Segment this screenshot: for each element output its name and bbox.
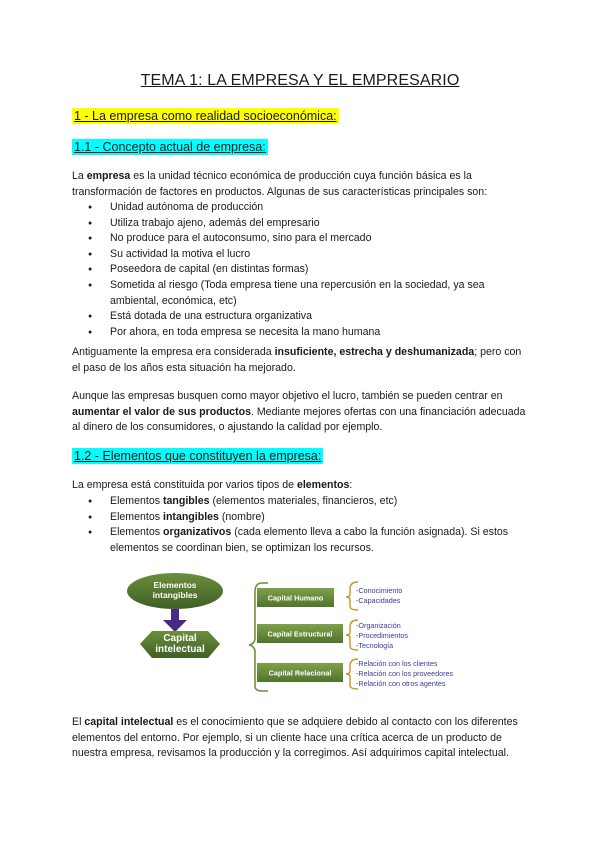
arrow-head-icon (163, 620, 187, 632)
humano-item: -Conocimiento (356, 586, 403, 595)
relacional-item: -Relación con los clientes (356, 659, 438, 668)
list-item: ● No produce para el autoconsumo, sino para el mercado (72, 231, 532, 247)
list-item: ● Elementos tangibles (elementos materiales, financieros, etc) (72, 494, 532, 510)
center-node-line2: intelectual (155, 644, 205, 655)
section-1-heading: 1 - La empresa como realidad socioeconómica: (74, 109, 337, 123)
list-item: ● Poseedora de capital (en distintas formas) (72, 262, 532, 278)
section-1-2-heading: 1.2 - Elementos que constituyen la empresa: (74, 449, 322, 463)
estructural-item: -Procedimientos (356, 631, 408, 640)
list-item: ● Sometida al riesgo (Toda empresa tiene una repercusión en la sociedad, ya sea ambiental, económica, etc) (72, 278, 532, 309)
arrow-shaft (171, 609, 179, 621)
closing-paragraph: El capital intelectual es el conocimiento que se adquiere debido al contacto con los diferentes elementos del entorno. Por ejemplo, si un cliente hace una crítica acerca de un producto de nuestra empresa, revisamos la producción y la corregimos. Así adquirimos capital intelectual. (72, 716, 518, 760)
elements-list (72, 494, 532, 556)
top-node-line1: Elementos (153, 580, 197, 590)
capital-estructural-label: Capital Estructural (267, 629, 333, 639)
list-item: ● Está dotada de una estructura organizativa (72, 309, 532, 325)
estructural-item: -Organización (356, 621, 401, 630)
list-item: ● Por ahora, en toda empresa se necesita la mano humana (72, 325, 532, 341)
list-item: ● Unidad autónoma de producción (72, 200, 532, 216)
characteristics-list (72, 200, 532, 340)
capital-humano-label: Capital Humano (267, 593, 324, 603)
capital-intelectual-diagram (120, 570, 490, 695)
list-item: ● Elementos intangibles (nombre) (72, 510, 532, 526)
relacional-item: -Relación con los proveedores (356, 669, 454, 678)
page-title: TEMA 1: LA EMPRESA Y EL EMPRESARIO (140, 72, 460, 89)
relacional-item: -Relación con otros agentes (356, 679, 446, 688)
center-node-line1: Capital (163, 633, 197, 644)
list-item: ● Elementos organizativos (cada elemento lleva a cabo la función asignada). Si estos elementos se coordinan bien, se optimizan los recursos. (72, 525, 532, 556)
top-node-line2: intangibles (152, 590, 198, 600)
capital-relacional-label: Capital Relacional (268, 668, 332, 678)
history-paragraph: Antiguamente la empresa era considerada insuficiente, estrecha y deshumanizada; pero con el paso de los años esta situación ha mejorado. (72, 346, 522, 374)
list-item: ● Su actividad la motiva el lucro (72, 247, 532, 263)
value-paragraph: Aunque las empresas busquen como mayor objetivo el lucro, también se pueden centrar en aumentar el valor de sus productos. Mediante mejores ofertas con una financiación adecuada al dinero de los consumidores, o ajustando la calidad por ejemplo. (72, 390, 526, 434)
list-item: ● Utiliza trabajo ajeno, además del empresario (72, 216, 532, 232)
humano-item: -Capacidades (356, 596, 401, 605)
elements-intro: La empresa está constituida por varios tipos de elementos: (72, 479, 353, 491)
estructural-item: -Tecnología (356, 641, 394, 650)
section-1-1-heading: 1.1 - Concepto actual de empresa: (74, 140, 266, 154)
concept-paragraph: La empresa es la unidad técnico económica de producción cuya función básica es la transformación de factores en productos. Algunas de sus características principales son: (72, 170, 488, 198)
